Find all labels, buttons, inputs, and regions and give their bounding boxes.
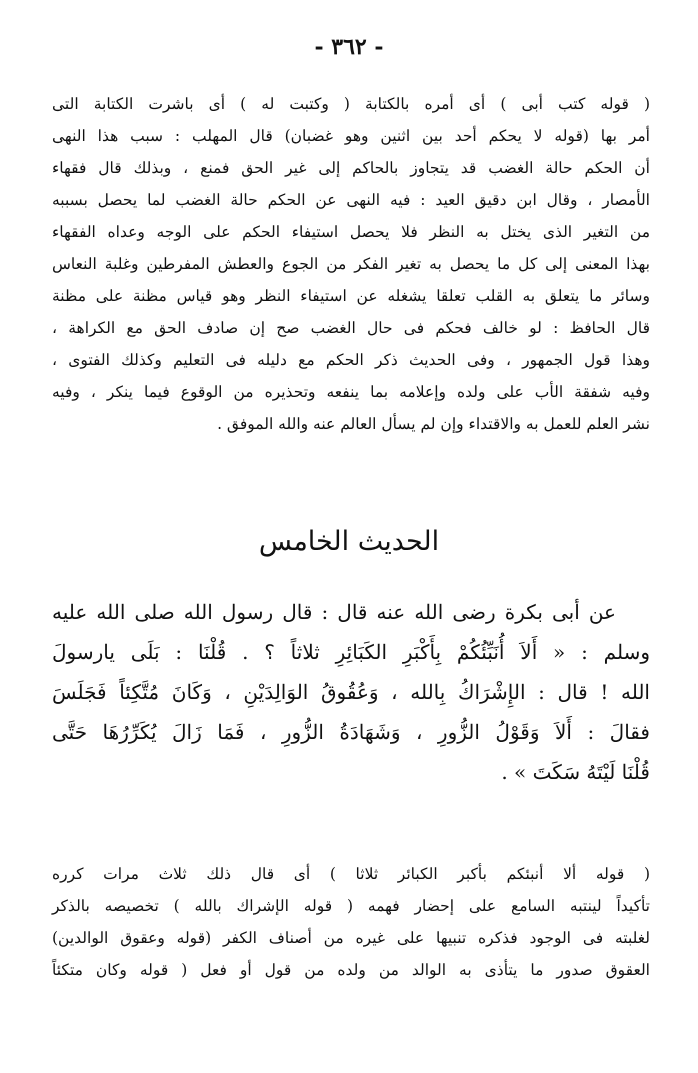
commentary-line: لغلبته فى الوجود فذكره تنبيها على غيره من أصناف الكفر (قوله وعقوق الوالدين) (52, 929, 650, 947)
commentary-line: الأمصار ، وقال ابن دقيق العيد : فيه النهى عن الحكم حالة الغضب لما يحصل بسببه (52, 191, 650, 209)
commentary-line: قال الحافظ : لو خالف فحكم فى حال الغضب صح إن صادف الحق مع الكراهة ، (52, 319, 650, 337)
hadith-line: قُلْنَا لَيْتَهُ سَكَتَ » . (501, 760, 650, 784)
hadith-text (52, 592, 650, 792)
commentary-line: تأكيداً لينتبه السامع على إحضار فهمه ( قوله الإشراك بالله ) تخصيصه بالذكر (52, 897, 650, 915)
hadith-line: الله ! قال : الإِشْرَاكُ بِالله ، وَعُقُوقُ الوَالِدَيْنِ ، وَكَانَ مُتَّكِئاً فَجَلَسَ (52, 680, 650, 704)
hadith-line: وسلم : « أَلاَ أُنَبِّئُكُمْ بِأَكْبَرِ الكَبَائِرِ ثلاثاً ؟ . قُلْنَا : بَلَى يارسولَ (52, 640, 650, 664)
commentary-line: وفيه شفقة الأب على ولده وإعلامه بما ينفعه وتحذيره من الوقوع فيما ينكر ، وفيه (52, 383, 650, 401)
commentary-line: وهذا قول الجمهور ، وفى الحديث ذكر الحكم مع دليله فى التعليم وكذلك الفتوى ، (52, 351, 650, 369)
commentary-line: نشر العلم للعمل به والاقتداء وإن لم يسأل العالم عنه والله الموفق . (217, 415, 650, 433)
commentary-line: ( قوله كتب أبى ) أى أمره بالكتابة ( وكتبت له ) أى باشرت الكتابة التى (52, 95, 650, 113)
commentary-line: ( قوله ألا أنبئكم بأكبر الكبائر ثلاثا ) أى قال ذلك ثلاث مرات كرره (52, 865, 650, 883)
commentary-line: وسائر ما يتعلق به القلب تعلقا يشغله عن استيفاء النظر وهو قياس مظنة على مظنة (52, 287, 650, 305)
commentary-line: بهذا المعنى إلى كل ما يحصل به تغير الفكر من الجوع والعطش المفرطين وغلبة النعاس (52, 255, 650, 273)
commentary-line: أمر بها (قوله لا يحكم أحد بين اثنين وهو غضبان) قال المهلب : سبب هذا النهى (52, 127, 650, 145)
commentary-bottom (52, 858, 650, 986)
hadith-line: عن أبى بكرة رضى الله عنه قال : قال رسول الله صلى الله عليه (52, 600, 616, 624)
commentary-line: أن الحكم حالة الغضب قد يتجاوز بالحاكم إلى غير الحق فمنع ، وبذلك قال فقهاء (52, 159, 650, 177)
commentary-top (52, 88, 650, 440)
hadith-line: فقالَ : أَلاَ وَقَوْلُ الزُّورِ ، وَشَهَادَةُ الزُّورِ ، فَمَا زَالَ يُكَرِّرُهَا حَتَّى (52, 720, 650, 744)
commentary-line: من التغير الذى يختل به النظر فلا يحصل استيفاء الحكم على الوجه وعداه الفقهاء (52, 223, 650, 241)
commentary-line: العقوق صدور ما يتأذى به الوالد من ولده من قول أو فعل ( قوله وكان متكئاً (52, 961, 650, 979)
page-number: - ٣٦٢ - (314, 34, 384, 60)
section-heading: الحديث الخامس (258, 526, 440, 557)
